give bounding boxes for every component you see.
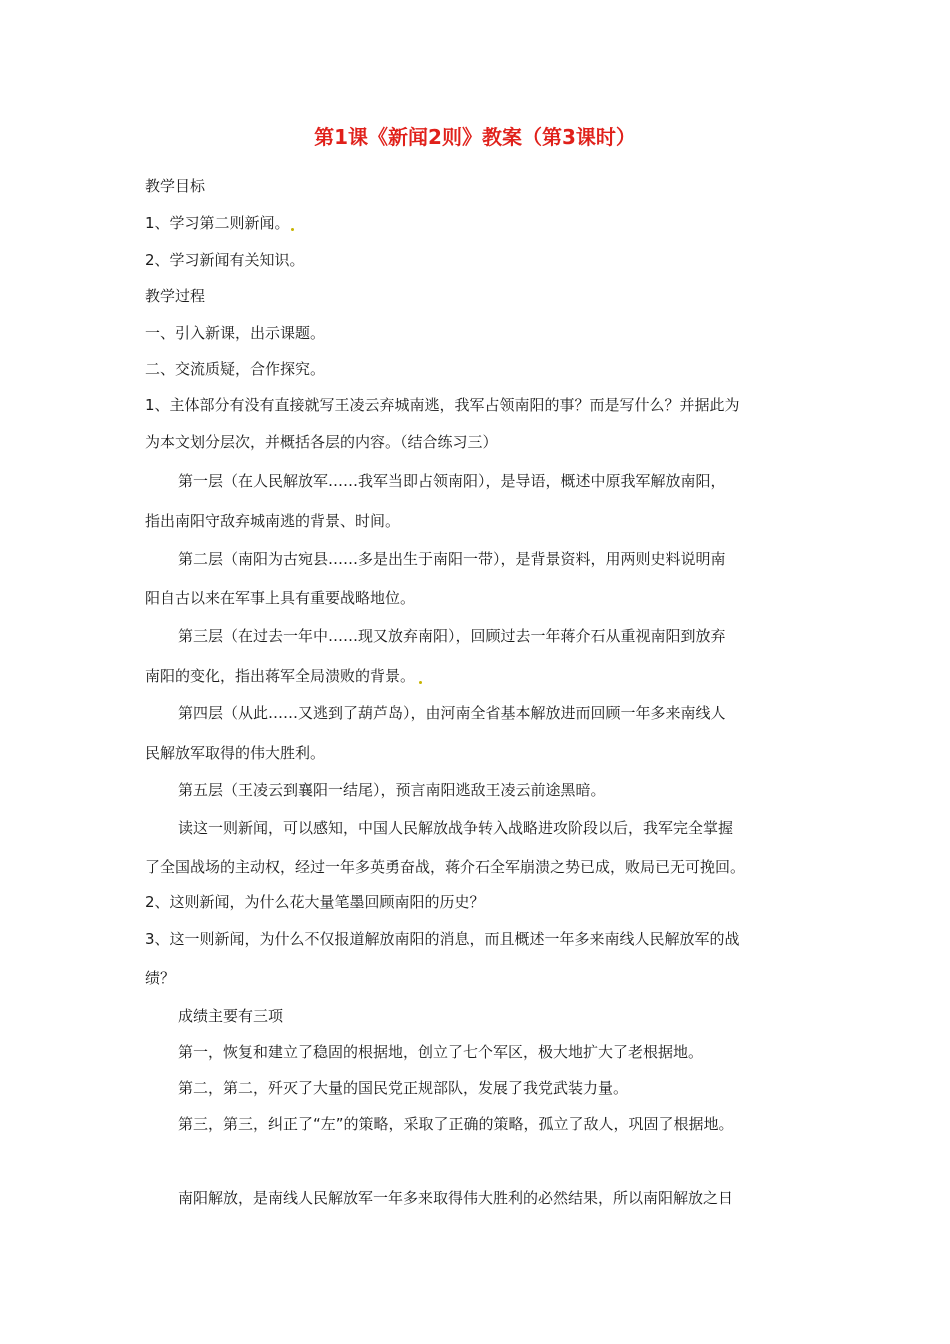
paragraph: 一、引入新课，出示课题。 [145,324,326,342]
paragraph: 了全国战场的主动权，经过一年多英勇奋战，蒋介石全军崩溃之势已成，败局已无可挽回。 [145,858,746,876]
text: 南阳的变化，指出蒋军全局溃败的背景。 [145,667,416,685]
paragraph: 读这一则新闻，可以感知，中国人民解放战争转入战略进攻阶段以后，我军完全掌握 [178,819,734,837]
paragraph: 南阳解放，是南线人民解放军一年多来取得伟大胜利的必然结果，所以南阳解放之日 [178,1189,734,1207]
text: 1、学习第二则新闻。 [145,214,290,232]
paragraph: 第二，第二，歼灭了大量的国民党正规部队，发展了我党武装力量。 [178,1079,629,1097]
paragraph: 第三层（在过去一年中……现又放弃南阳），回顾过去一年蒋介石从重视南阳到放弃 [178,627,726,645]
paragraph: 第四层（从此……又逃到了葫芦岛），由河南全省基本解放进而回顾一年多来南线人 [178,704,726,722]
paragraph: 第一，恢复和建立了稳固的根据地，创立了七个军区，极大地扩大了老根据地。 [178,1043,704,1061]
paragraph: 指出南阳守敌弃城南逃的背景、时间。 [145,512,401,530]
paragraph: 第二层（南阳为古宛县……多是出生于南阳一带），是背景资料，用两则史料说明南 [178,550,726,568]
paragraph: 为本文划分层次，并概括各层的内容。（结合练习三） [145,433,498,451]
speck-mark [419,681,422,684]
heading-teaching-goals: 教学目标 [145,177,206,195]
page-title: 第1课《新闻2则》教案（第3课时） [314,125,636,149]
paragraph [145,212,294,234]
heading-teaching-process: 教学过程 [145,287,206,305]
paragraph: 第三，第三，纠正了“左”的策略，采取了正确的策略，孤立了敌人，巩固了根据地。 [178,1115,734,1133]
paragraph: 民解放军取得的伟大胜利。 [145,744,326,762]
paragraph: 第一层（在人民解放军……我军当即占领南阳），是导语，概述中原我军解放南阳， [178,472,726,490]
paragraph [145,665,422,687]
paragraph: 3、这一则新闻，为什么不仅报道解放南阳的消息，而且概述一年多来南线人民解放军的战 [145,930,740,948]
paragraph: 2、学习新闻有关知识。 [145,251,305,269]
speck-mark [291,228,294,231]
paragraph: 二、交流质疑，合作探究。 [145,360,326,378]
paragraph: 成绩主要有三项 [178,1007,284,1025]
paragraph: 第五层（王凌云到襄阳一结尾），预言南阳逃敌王凌云前途黑暗。 [178,781,606,799]
paragraph: 1、主体部分有没有直接就写王凌云弃城南逃，我军占领南阳的事？而是写什么？并据此为 [145,396,740,414]
paragraph: 绩？ [145,969,176,987]
paragraph: 2、这则新闻，为什么花大量笔墨回顾南阳的历史？ [145,893,485,911]
paragraph: 阳自古以来在军事上具有重要战略地位。 [145,589,416,607]
